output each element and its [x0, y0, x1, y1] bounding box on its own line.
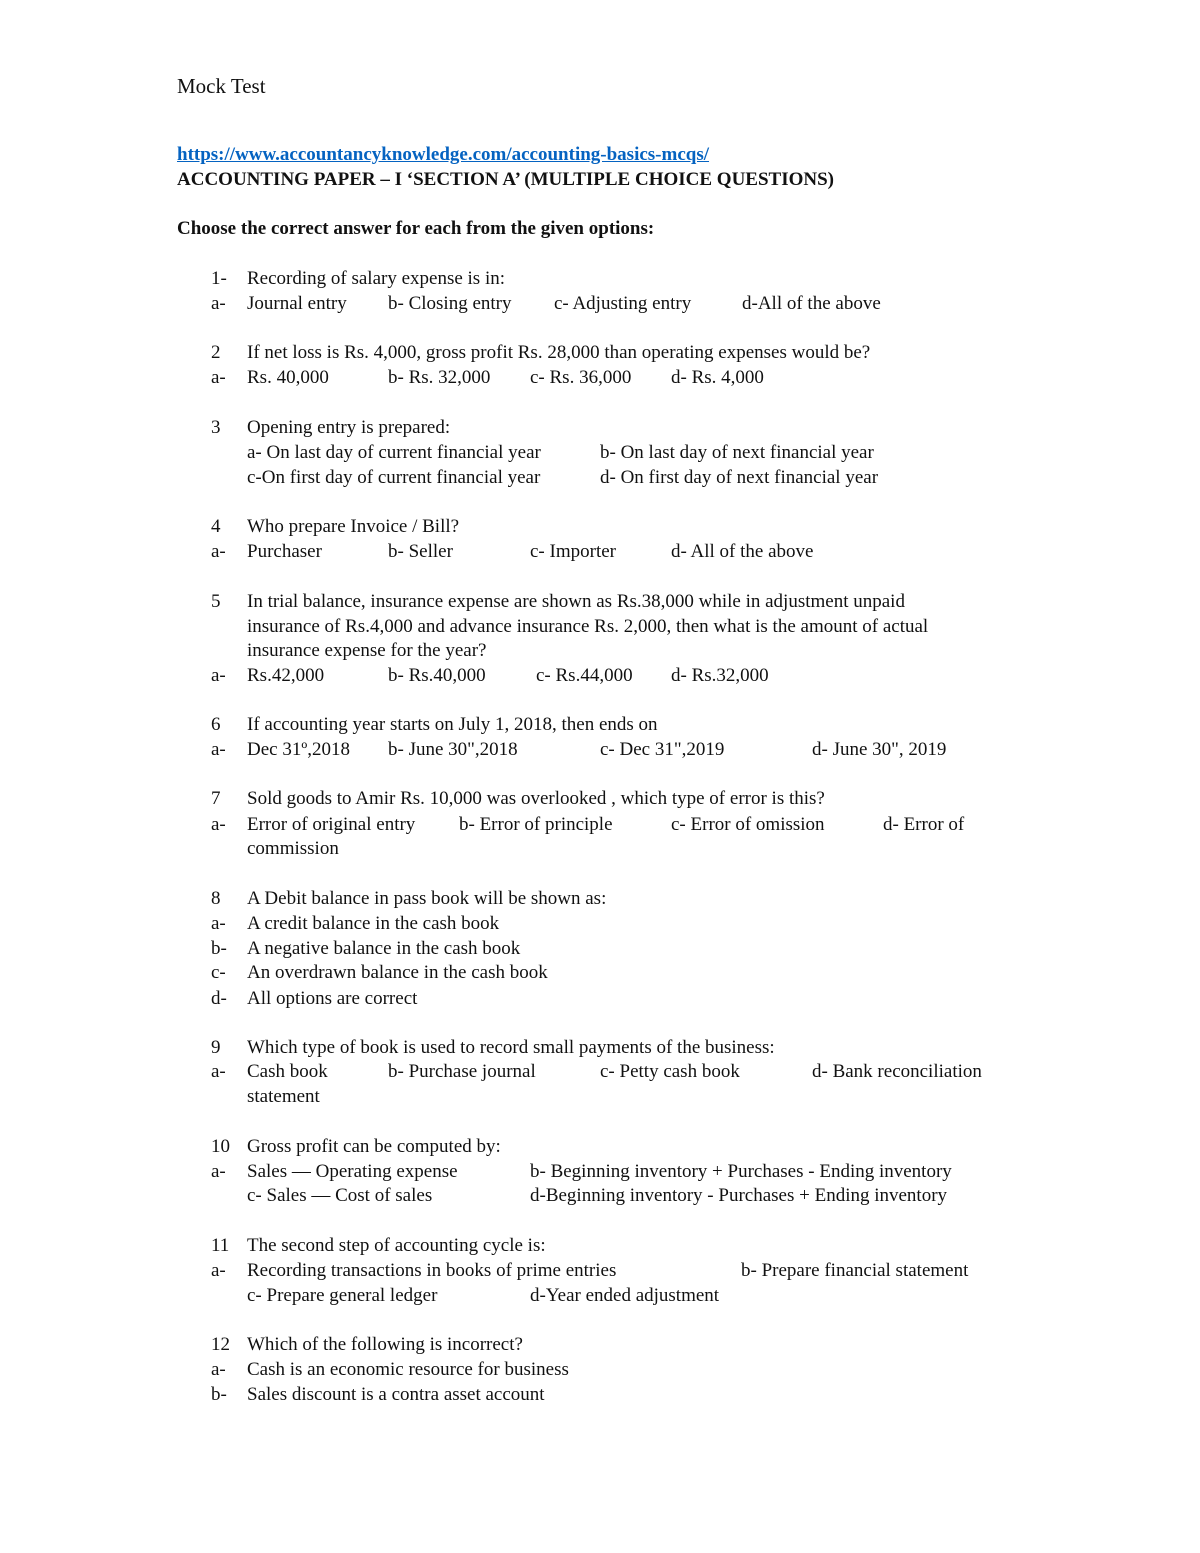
option-a: Journal entry [247, 293, 347, 314]
question-line [0, 786, 1200, 811]
question-number: 1- [211, 268, 227, 289]
question-line [0, 614, 1200, 639]
option-b: b- Rs.40,000 [388, 665, 486, 686]
question-text: Which type of book is used to record small payments of the business: [247, 1037, 775, 1058]
option-marker: a- [211, 293, 226, 314]
option-marker: d- [211, 988, 227, 1009]
options-line [0, 365, 1200, 390]
option-a: Cash is an economic resource for business [247, 1359, 569, 1380]
option-b: b- Beginning inventory + Purchases - Ending inventory [530, 1161, 952, 1182]
option-marker: a- [211, 1161, 226, 1182]
options-line [0, 465, 1200, 490]
option-a: Rs.42,000 [247, 665, 325, 686]
options-line [0, 440, 1200, 465]
option-a: Purchaser [247, 541, 322, 562]
question-number: 4 [211, 516, 221, 537]
paper-heading: ACCOUNTING PAPER – I ‘SECTION A’ (MULTIPLE CHOICE QUESTIONS) [177, 169, 834, 190]
question-text: Which of the following is incorrect? [247, 1334, 523, 1355]
question-text: A Debit balance in pass book will be shown as: [247, 888, 607, 909]
option-c: An overdrawn balance in the cash book [247, 962, 548, 983]
question-text: Who prepare Invoice / Bill? [247, 516, 460, 537]
question-line [0, 1134, 1200, 1159]
option-a: Rs. 40,000 [247, 367, 329, 388]
option-marker: c- [211, 962, 226, 983]
options-line [0, 663, 1200, 688]
option-c: c- Dec 31",2019 [600, 739, 725, 760]
option-b: b- Error of principle [459, 814, 613, 835]
question-text: Opening entry is prepared: [247, 417, 451, 438]
option-d: d- On first day of next financial year [600, 467, 879, 488]
option-a: A credit balance in the cash book [247, 913, 500, 934]
option-marker: a- [211, 1061, 226, 1082]
option-b: b- Prepare financial statement [741, 1260, 969, 1281]
options-line [0, 1183, 1200, 1208]
option-d: All options are correct [247, 988, 418, 1009]
option-d: d- Bank reconciliation [812, 1061, 982, 1082]
option-d-continued: commission [247, 838, 339, 859]
question-line [0, 415, 1200, 440]
source-link[interactable]: https://www.accountancyknowledge.com/accounting-basics-mcqs/ [177, 144, 710, 165]
option-a: Recording transactions in books of prime entries [247, 1260, 617, 1281]
question-line [0, 638, 1200, 663]
option-marker: a- [211, 1359, 226, 1380]
document-title: Mock Test [177, 74, 266, 98]
question-line [0, 1332, 1200, 1357]
question-line [0, 266, 1200, 291]
option-b: A negative balance in the cash book [247, 938, 521, 959]
question-number: 3 [211, 417, 221, 438]
question-number: 9 [211, 1037, 221, 1058]
question-line [0, 1233, 1200, 1258]
options-line [0, 936, 1200, 961]
option-c: c- Importer [530, 541, 616, 562]
question-number: 8 [211, 888, 221, 909]
question-text: The second step of accounting cycle is: [247, 1235, 546, 1256]
option-d: d-All of the above [742, 293, 881, 314]
option-a: Error of original entry [247, 814, 416, 835]
question-text: Recording of salary expense is in: [247, 268, 506, 289]
question-line [0, 514, 1200, 539]
option-marker: a- [211, 541, 226, 562]
option-a: Dec 31º,2018 [247, 739, 350, 760]
question-line [0, 886, 1200, 911]
options-line [0, 960, 1200, 985]
option-b: b- Closing entry [388, 293, 512, 314]
question-line [0, 340, 1200, 365]
option-d: d- June 30", 2019 [812, 739, 947, 760]
option-a: Cash book [247, 1061, 328, 1082]
option-d: d- All of the above [671, 541, 814, 562]
option-c: c- Adjusting entry [554, 293, 692, 314]
options-line [0, 291, 1200, 316]
question-text: If net loss is Rs. 4,000, gross profit Rs. 28,000 than operating expenses would be? [247, 342, 871, 363]
option-c: c- Sales — Cost of sales [247, 1185, 433, 1206]
option-marker: a- [211, 814, 226, 835]
option-c: c- Error of omission [671, 814, 825, 835]
options-line [0, 1382, 1200, 1407]
option-c: c- Petty cash book [600, 1061, 740, 1082]
option-marker: a- [211, 367, 226, 388]
question-number: 12 [211, 1334, 230, 1355]
option-a: a- On last day of current financial year [247, 442, 541, 463]
option-a: Sales — Operating expense [247, 1161, 458, 1182]
option-b: b- On last day of next financial year [600, 442, 874, 463]
option-b: b- Rs. 32,000 [388, 367, 491, 388]
instructions: Choose the correct answer for each from the given options: [177, 218, 655, 239]
option-b: b- Seller [388, 541, 453, 562]
question-text: Gross profit can be computed by: [247, 1136, 501, 1157]
option-marker: a- [211, 739, 226, 760]
option-c: c-On first day of current financial year [247, 467, 541, 488]
options-line [0, 986, 1200, 1011]
option-d: d- Error of [883, 814, 965, 835]
option-c: c- Prepare general ledger [247, 1285, 438, 1306]
options-line [0, 911, 1200, 936]
option-marker: a- [211, 913, 226, 934]
question-number: 7 [211, 788, 221, 809]
option-marker: b- [211, 1384, 227, 1405]
question-number: 11 [211, 1235, 230, 1256]
question-number: 5 [211, 591, 221, 612]
options-line [0, 1258, 1200, 1283]
question-text: insurance of Rs.4,000 and advance insurance Rs. 2,000, then what is the amount of actual [247, 616, 929, 637]
option-marker: a- [211, 1260, 226, 1281]
option-marker: b- [211, 938, 227, 959]
option-d-continued: statement [247, 1086, 320, 1107]
question-line [0, 712, 1200, 737]
question-text: In trial balance, insurance expense are shown as Rs.38,000 while in adjustment unpaid [247, 591, 905, 612]
option-d: d- Rs. 4,000 [671, 367, 764, 388]
options-line [0, 836, 1200, 861]
option-b: Sales discount is a contra asset account [247, 1384, 545, 1405]
option-c: c- Rs. 36,000 [530, 367, 632, 388]
option-d: d-Beginning inventory - Purchases + Ending inventory [530, 1185, 948, 1206]
option-marker: a- [211, 665, 226, 686]
options-line [0, 737, 1200, 762]
options-line [0, 539, 1200, 564]
question-line [0, 1035, 1200, 1060]
options-line [0, 1059, 1200, 1084]
options-line [0, 812, 1200, 837]
option-b: b- Purchase journal [388, 1061, 536, 1082]
question-text: insurance expense for the year? [247, 640, 487, 661]
options-line [0, 1283, 1200, 1308]
options-line [0, 1084, 1200, 1109]
question-text: If accounting year starts on July 1, 2018, then ends on [247, 714, 658, 735]
question-number: 2 [211, 342, 221, 363]
question-number: 10 [211, 1136, 230, 1157]
options-line [0, 1159, 1200, 1184]
question-number: 6 [211, 714, 221, 735]
option-c: c- Rs.44,000 [536, 665, 633, 686]
options-line [0, 1357, 1200, 1382]
option-d: d- Rs.32,000 [671, 665, 769, 686]
option-b: b- June 30",2018 [388, 739, 518, 760]
question-text: Sold goods to Amir Rs. 10,000 was overlooked , which type of error is this? [247, 788, 825, 809]
option-d: d-Year ended adjustment [530, 1285, 720, 1306]
question-line [0, 589, 1200, 614]
